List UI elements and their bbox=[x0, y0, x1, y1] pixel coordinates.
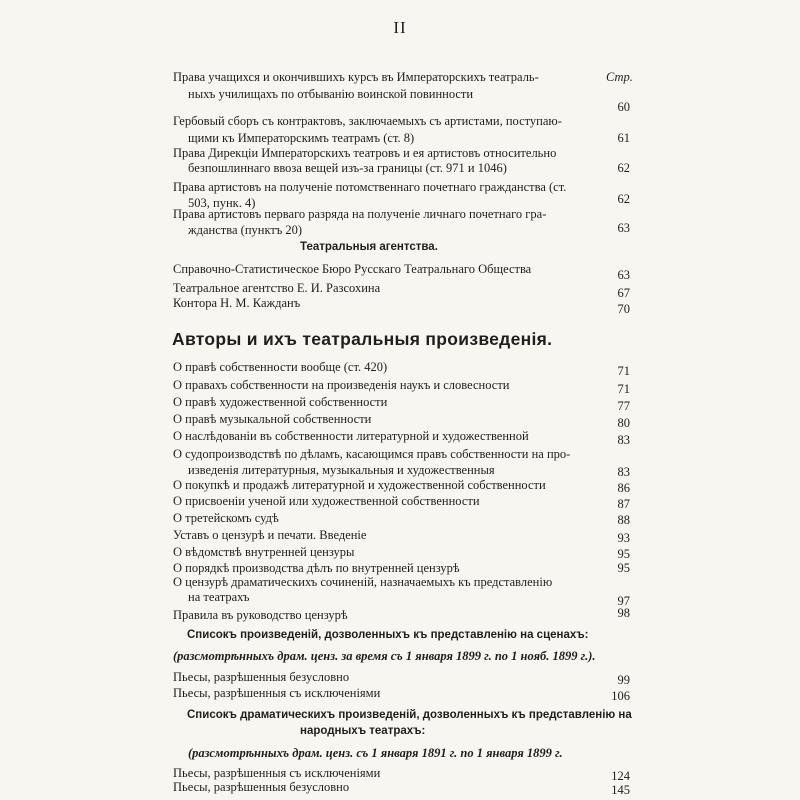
list-subheading-folk: (разсмотрѣнныхъ драм. ценз. съ 1 января 1891 г. по 1 января 1899 г. bbox=[188, 746, 563, 760]
toc-entry-line: Правила въ руководство цензурѣ bbox=[173, 608, 348, 622]
toc-entry-line: О правѣ собственности вообще (ст. 420) bbox=[173, 360, 388, 374]
list-subheading-stage: (разсмотрѣнныхъ драм. ценз. за время съ 1 января 1899 г. по 1 нояб. 1899 г.). bbox=[173, 649, 596, 663]
toc-page-number: 88 bbox=[617, 513, 630, 527]
toc-entry-line: Права артистовъ на полученіе потомственнаго почетнаго гражданства (ст. bbox=[173, 180, 567, 194]
toc-entry-line: О третейскомъ судѣ bbox=[173, 511, 279, 525]
page-column-label: Стр. bbox=[606, 70, 633, 84]
list-heading-folk-cont: народныхъ театрахъ: bbox=[300, 725, 426, 737]
toc-entry-line: ныхъ училищахъ по отбыванію воинской повинности bbox=[188, 87, 474, 101]
toc-page-number: 124 bbox=[611, 769, 630, 783]
toc-entry-line: О судопроизводствѣ по дѣламъ, касающимся правъ собственности на про- bbox=[173, 447, 571, 461]
toc-entry-line: О правахъ собственности на произведенія наукъ и словесности bbox=[173, 378, 510, 392]
toc-entry-line: Театральное агентство Е. И. Разсохина bbox=[173, 281, 381, 295]
toc-page-number: 70 bbox=[617, 302, 630, 316]
list-heading-stage: Списокъ произведеній, дозволенныхъ къ представленію на сценахъ: bbox=[187, 629, 589, 641]
toc-entry-line: безпошлиннаго ввоза вещей изъ-за границы (ст. 971 и 1046) bbox=[188, 161, 507, 175]
toc-entry-line: щими къ Императорскимъ театрамъ (ст. 8) bbox=[188, 131, 415, 145]
toc-entry-line: О правѣ музыкальной собственности bbox=[173, 412, 372, 426]
toc-page-number: 86 bbox=[617, 481, 630, 495]
toc-page-number: 62 bbox=[617, 161, 630, 175]
toc-page-number: 63 bbox=[617, 221, 630, 235]
toc-entry-line: О присвоеніи ученой или художественной собственности bbox=[173, 494, 480, 508]
toc-page-number: 77 bbox=[617, 399, 630, 413]
toc-entry-line: О покупкѣ и продажѣ литературной и художественной собственности bbox=[173, 478, 546, 492]
toc-entry-line: Гербовый сборъ съ контрактовъ, заключаемыхъ съ артистами, поступаю- bbox=[173, 114, 562, 128]
toc-page-number: 97 bbox=[617, 594, 630, 608]
toc-entry-line: О цензурѣ драматическихъ сочиненій, назначаемыхъ къ представленію bbox=[173, 575, 553, 589]
toc-page-number: 60 bbox=[617, 100, 630, 114]
toc-page-number: 71 bbox=[617, 382, 630, 396]
toc-entry-line: Права Дирекціи Императорскихъ театровъ и ея артистовъ относительно bbox=[173, 146, 557, 160]
toc-page-number: 95 bbox=[617, 561, 630, 575]
toc-entry-line: на театрахъ bbox=[188, 590, 250, 604]
toc-page-number: 106 bbox=[611, 689, 630, 703]
toc-page-number: 99 bbox=[617, 673, 630, 687]
toc-page-number: 63 bbox=[617, 268, 630, 282]
page-number-roman: II bbox=[393, 18, 407, 37]
toc-page-number: 145 bbox=[611, 783, 630, 797]
toc-page-number: 80 bbox=[617, 416, 630, 430]
section-title-authors: Авторы и ихъ театральныя произведенія. bbox=[172, 329, 553, 349]
toc-entry-line: Контора Н. М. Кажданъ bbox=[173, 296, 301, 310]
toc-page-number: 71 bbox=[617, 364, 630, 378]
toc-page-number: 83 bbox=[617, 465, 630, 479]
toc-page-number: 83 bbox=[617, 433, 630, 447]
toc-entry-line: 503, пунк. 4) bbox=[188, 196, 256, 210]
toc-page-number: 93 bbox=[617, 531, 630, 545]
toc-page-number: 98 bbox=[617, 606, 630, 620]
toc-entry-line: Пьесы, разрѣшенныя съ исключеніями bbox=[173, 686, 381, 700]
list-heading-folk: Списокъ драматическихъ произведеній, дозволенныхъ къ представленію на bbox=[187, 709, 632, 721]
toc-page-number: 62 bbox=[617, 192, 630, 206]
toc-entry-line: Справочно-Статистическое Бюро Русскаго Театральнаго Общества bbox=[173, 262, 532, 276]
toc-page-number: 95 bbox=[617, 547, 630, 561]
toc-entry-line: О вѣдомствѣ внутренней цензуры bbox=[173, 545, 355, 559]
toc-entry-line: О порядкѣ производства дѣлъ по внутренней цензурѣ bbox=[173, 561, 460, 575]
toc-entry-line: Права артистовъ перваго разряда на полученіе личнаго почетнаго гра- bbox=[173, 207, 547, 221]
toc-page-number: 87 bbox=[617, 497, 630, 511]
toc-entry-line: Права учащихся и окончившихъ курсъ въ Императорскихъ театраль- bbox=[173, 70, 539, 84]
toc-page-number: 67 bbox=[617, 286, 630, 300]
toc-entry-line: Пьесы, разрѣшенныя безусловно bbox=[173, 670, 350, 684]
toc-entry-line: Уставъ о цензурѣ и печати. Введеніе bbox=[173, 528, 367, 542]
toc-page-number: 61 bbox=[617, 131, 630, 145]
section-heading-agencies: Театральныя агентства. bbox=[300, 241, 438, 253]
toc-entry-line: изведенія литературныя, музыкальныя и художественныя bbox=[188, 463, 495, 477]
toc-entry-line: О правѣ художественной собственности bbox=[173, 395, 388, 409]
toc-entry-line: жданства (пунктъ 20) bbox=[188, 223, 303, 237]
toc-entry-line: Пьесы, разрѣшенныя безусловно bbox=[173, 780, 350, 794]
toc-entry-line: Пьесы, разрѣшенныя съ исключеніями bbox=[173, 766, 381, 780]
toc-entry-line: О наслѣдованіи въ собственности литературной и художественной bbox=[173, 429, 529, 443]
